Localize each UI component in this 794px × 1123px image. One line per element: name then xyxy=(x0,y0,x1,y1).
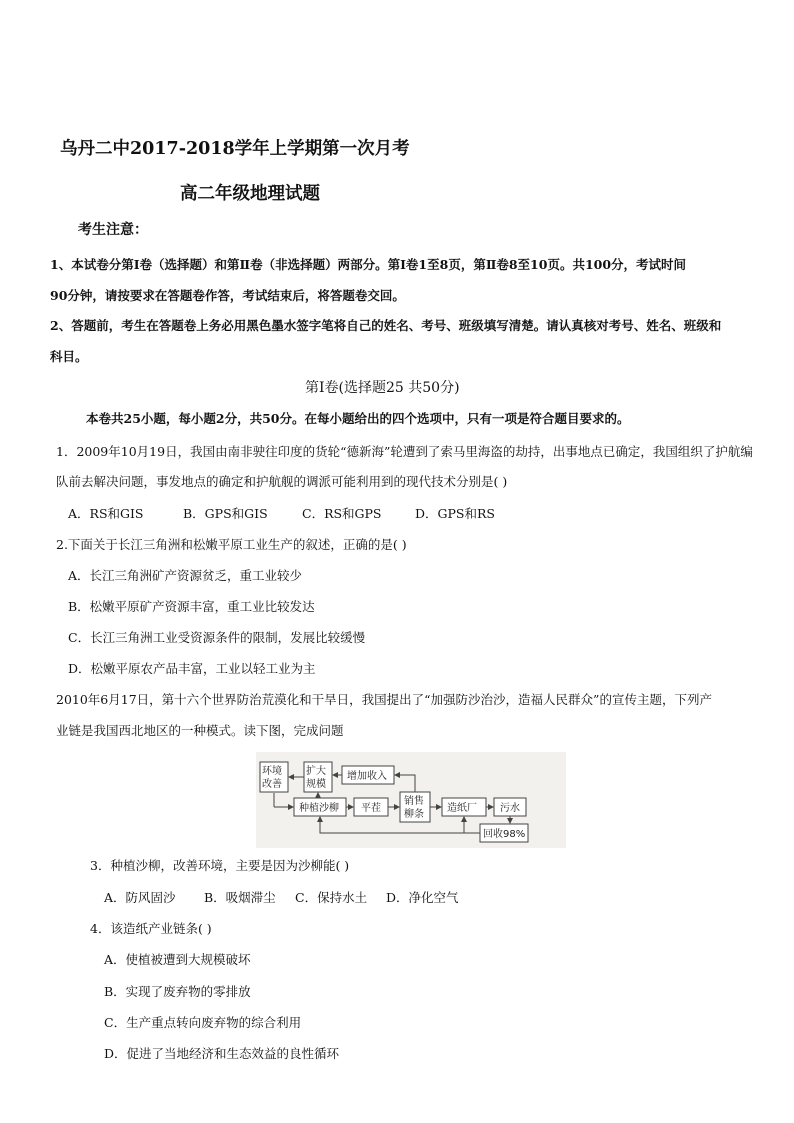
q3-stem: 3．种植沙柳，改善环境，主要是因为沙柳能( ) xyxy=(90,858,350,873)
box-recycle-text: 回收98% xyxy=(483,829,526,840)
q2-option-a: A．长江三角洲矿产资源贫乏，重工业较少 xyxy=(68,568,303,583)
box-plant-text: 种植沙柳 xyxy=(299,803,339,814)
box-env-line1: 环境 xyxy=(262,766,282,777)
q1-option-c: C．RS和GPS xyxy=(302,506,382,521)
section-title: 第Ⅰ卷(选择题25 共50分) xyxy=(305,380,460,396)
box-paper-text: 造纸厂 xyxy=(447,803,477,814)
notice-heading: 考生注意： xyxy=(78,222,148,238)
box-exp-line2: 规模 xyxy=(306,779,326,790)
box-sell-line1: 销售 xyxy=(404,796,424,807)
q4-stem: 4．该造纸产业链条( ) xyxy=(90,921,212,936)
q2-stem: 2.下面关于长江三角洲和松嫩平原工业生产的叙述，正确的是( ) xyxy=(56,537,407,552)
box-env-line2: 改善 xyxy=(262,779,282,790)
q3-option-b: B．吸烟滞尘 xyxy=(204,890,276,905)
notice-line-4: 科目。 xyxy=(50,349,88,364)
q1-option-d: D．GPS和RS xyxy=(415,506,495,521)
exam-title: 乌丹二中2017-2018学年上学期第一次月考 xyxy=(60,139,410,159)
q2-option-c: C．长江三角洲工业受资源条件的限制，发展比较缓慢 xyxy=(68,630,366,645)
intro-line-1: 2010年6月17日，第十六个世界防治荒漠化和干旱日，我国提出了“加强防沙治沙，造福人民群众”的宣传主题，下列产 xyxy=(56,692,712,707)
industry-chain-diagram xyxy=(256,752,566,848)
notice-line-1: 1、本试卷分第Ⅰ卷（选择题）和第Ⅱ卷（非选择题）两部分。第Ⅰ卷1至8页，第Ⅱ卷8至10页。共100分，考试时间 xyxy=(50,257,687,272)
notice-line-2: 90分钟，请按要求在答题卷作答，考试结束后，将答题卷交回。 xyxy=(50,288,405,303)
box-stubble-text: 平茬 xyxy=(361,803,381,814)
box-sell-line2: 柳条 xyxy=(404,809,424,820)
section-instruction: 本卷共25小题，每小题2分，共50分。在每小题给出的四个选项中，只有一项是符合题目要求的。 xyxy=(86,411,630,426)
q1-line-2: 队前去解决问题，事发地点的确定和护航舰的调派可能利用到的现代技术分别是( ) xyxy=(56,474,508,489)
q2-option-d: D．松嫩平原农产品丰富，工业以轻工业为主 xyxy=(68,661,316,676)
box-exp-line1: 扩大 xyxy=(306,766,326,777)
q4-option-b: B．实现了废弃物的零排放 xyxy=(104,984,251,999)
box-income-text: 增加收入 xyxy=(347,771,387,782)
exam-subtitle: 高二年级地理试题 xyxy=(180,184,320,204)
q3-option-a: A．防风固沙 xyxy=(104,890,176,905)
q4-option-a: A．使植被遭到大规模破坏 xyxy=(104,952,251,967)
box-sewage-text: 污水 xyxy=(500,803,520,814)
q1-line-1: 1．2009年10月19日，我国由南非驶往印度的货轮“德新海”轮遭到了索马里海盗的劫持，出事地点已确定，我国组织了护航编 xyxy=(56,444,753,459)
q4-option-c: C．生产重点转向废弃物的综合利用 xyxy=(104,1015,302,1030)
q1-option-b: B．GPS和GIS xyxy=(183,506,268,521)
q2-option-b: B．松嫩平原矿产资源丰富，重工业比较发达 xyxy=(68,599,315,614)
q1-option-a: A．RS和GIS xyxy=(68,506,144,521)
intro-line-2: 业链是我国西北地区的一种模式。读下图，完成问题 xyxy=(56,723,344,738)
q3-option-c: C．保持水土 xyxy=(295,890,368,905)
notice-line-3: 2、答题前，考生在答题卷上务必用黑色墨水签字笔将自己的姓名、考号、班级填写清楚。请认真核对考号、姓名、班级和 xyxy=(50,318,722,333)
q4-option-d: D．促进了当地经济和生态效益的良性循环 xyxy=(104,1046,340,1061)
q3-option-d: D．净化空气 xyxy=(386,890,459,905)
